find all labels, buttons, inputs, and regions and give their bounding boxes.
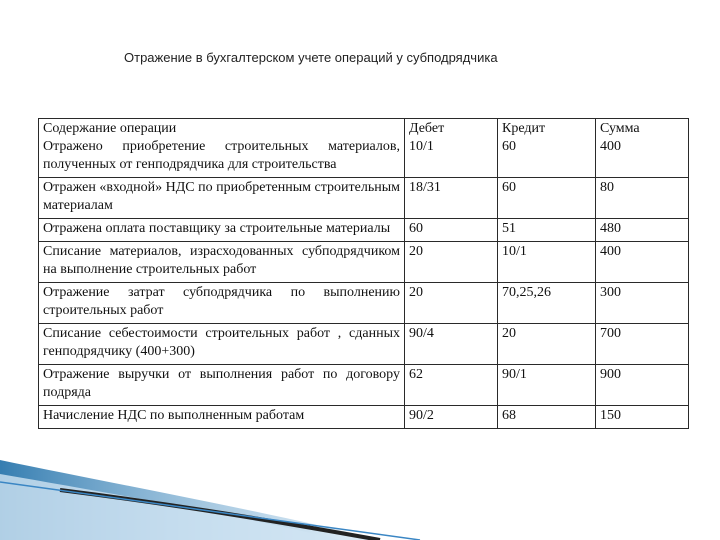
table-cell [498,119,596,178]
header-debit: Дебет [409,121,445,136]
sum-value: 80 [596,178,689,219]
debit-value: 20 [405,283,498,324]
debit-value: 62 [405,365,498,406]
credit-value: 51 [498,219,596,242]
credit-value: 10/1 [498,242,596,283]
operation-description: Списание материалов, израсходованных субподрядчиком на выполнение строительных работ [39,242,405,283]
sum-value: 700 [596,324,689,365]
operation-description: Отражение затрат субподрядчика по выполнению строительных работ [39,283,405,324]
credit-value: 60 [502,139,516,154]
table-row [39,219,689,242]
table-cell [39,119,405,178]
table-row [39,178,689,219]
debit-value: 18/31 [405,178,498,219]
swoosh-light [0,474,340,540]
sum-value: 150 [596,406,689,429]
table-row [39,283,689,324]
debit-value: 90/2 [405,406,498,429]
sum-value: 400 [596,242,689,283]
sum-value: 400 [600,139,621,154]
swoosh-thin-line [0,482,420,540]
debit-value: 90/4 [405,324,498,365]
swoosh-blue [0,460,380,540]
operation-description: Отражен «входной» НДС по приобретенным строительным материалам [39,178,405,219]
operation-description: Начисление НДС по выполненным работам [39,406,405,429]
sum-value: 900 [596,365,689,406]
table-cell [405,119,498,178]
table-row [39,119,689,178]
credit-value: 70,25,26 [498,283,596,324]
operation-description: Отражено приобретение строительных материалов, полученных от генподрядчика для строительства [43,139,400,172]
debit-value: 20 [405,242,498,283]
slide-title: Отражение в бухгалтерском учете операций у субподрядчика [124,50,498,65]
table-row [39,365,689,406]
credit-value: 60 [498,178,596,219]
table-row [39,324,689,365]
header-operation: Содержание операции [43,121,177,136]
operation-description: Отражена оплата поставщику за строительные материалы [39,219,405,242]
operations-table [38,118,689,429]
sum-value: 480 [596,219,689,242]
swoosh-dark-line [60,490,380,540]
debit-value: 60 [405,219,498,242]
header-credit: Кредит [502,121,546,136]
sum-value: 300 [596,283,689,324]
table-cell [596,119,689,178]
credit-value: 68 [498,406,596,429]
debit-value: 10/1 [409,139,434,154]
credit-value: 20 [498,324,596,365]
decorative-swoosh [0,460,720,540]
table-row [39,406,689,429]
operation-description: Списание себестоимости строительных работ , сданных генподрядчику (400+300) [39,324,405,365]
operation-description: Отражение выручки от выполнения работ по договору подряда [39,365,405,406]
header-sum: Сумма [600,121,640,136]
table-row [39,242,689,283]
credit-value: 90/1 [498,365,596,406]
